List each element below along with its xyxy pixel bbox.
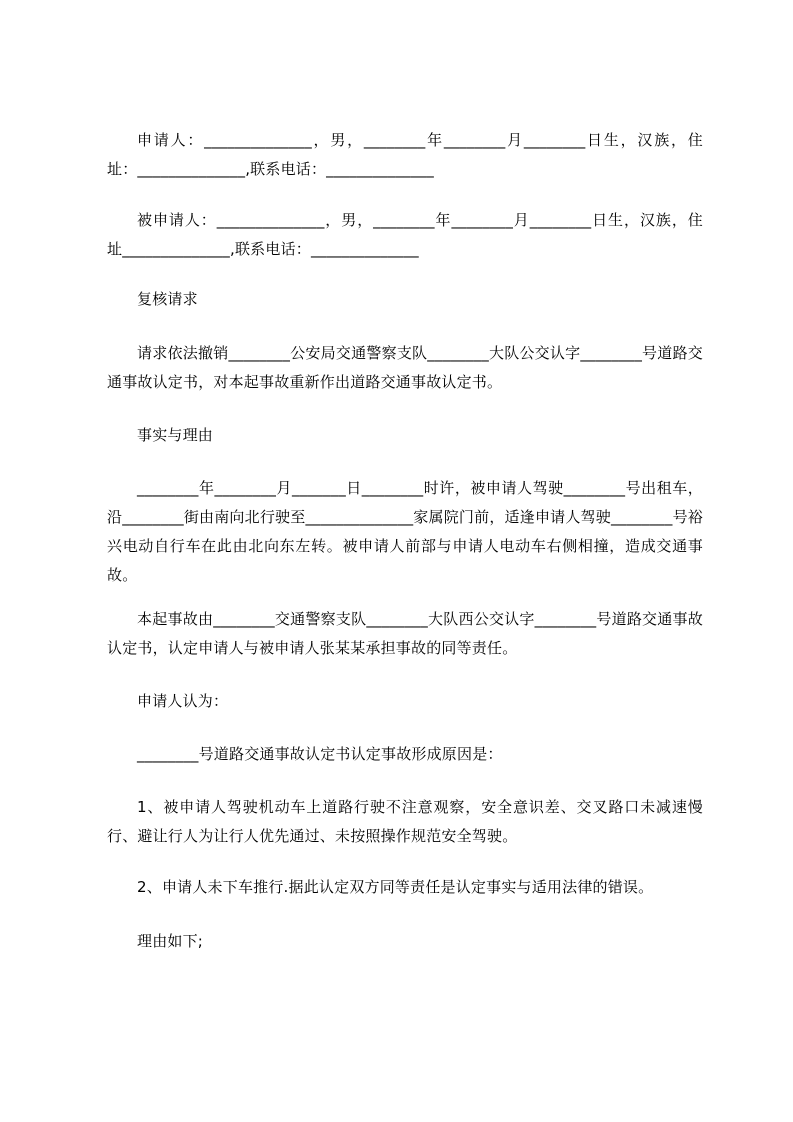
facts-paragraph: ________年________月_______日________时许，被申请人驾驶________号出租车，沿________街由南向北行驶至______________家属院门前，适逢申请人驾驶________号裕兴电动自行车在此由北向东左转。被申请人前部与申请人电动车右侧相撞，造成交通事故。 <box>107 479 703 584</box>
facts-reasons-heading: 事实与理由 <box>137 426 214 444</box>
cause-paragraph: ________号道路交通事故认定书认定事故形成原因是： <box>137 745 503 763</box>
applicant-paragraph: 申请人：______________，男，________年________月________日生，汉族，住址：______________,联系电话：______________ <box>107 131 703 178</box>
reason-item-2: 2、申请人未下车推行.据此认定双方同等责任是认定事实与适用法律的错误。 <box>137 878 654 896</box>
review-request-heading: 复核请求 <box>137 290 198 308</box>
applicant-opinion-heading: 申请人认为： <box>137 692 229 710</box>
accident-determination-paragraph: 本起事故由________交通警察支队________大队西公交认字________号道路交通事故认定书，认定申请人与被申请人张某某承担事故的同等责任。 <box>107 610 703 657</box>
review-request-paragraph: 请求依法撤销________公安局交通警察支队________大队公交认字________号道路交通事故认定书，对本起事故重新作出道路交通事故认定书。 <box>107 344 703 391</box>
respondent-paragraph: 被申请人：______________，男，________年________月________日生，汉族，住址______________,联系电话：______________ <box>107 211 703 258</box>
reasons-follow-heading: 理由如下; <box>137 932 204 950</box>
reason-item-1: 1、被申请人驾驶机动车上道路行驶不注意观察，安全意识差、交叉路口未减速慢行、避让行人为让行人优先通过、未按照操作规范安全驾驶。 <box>107 798 703 845</box>
